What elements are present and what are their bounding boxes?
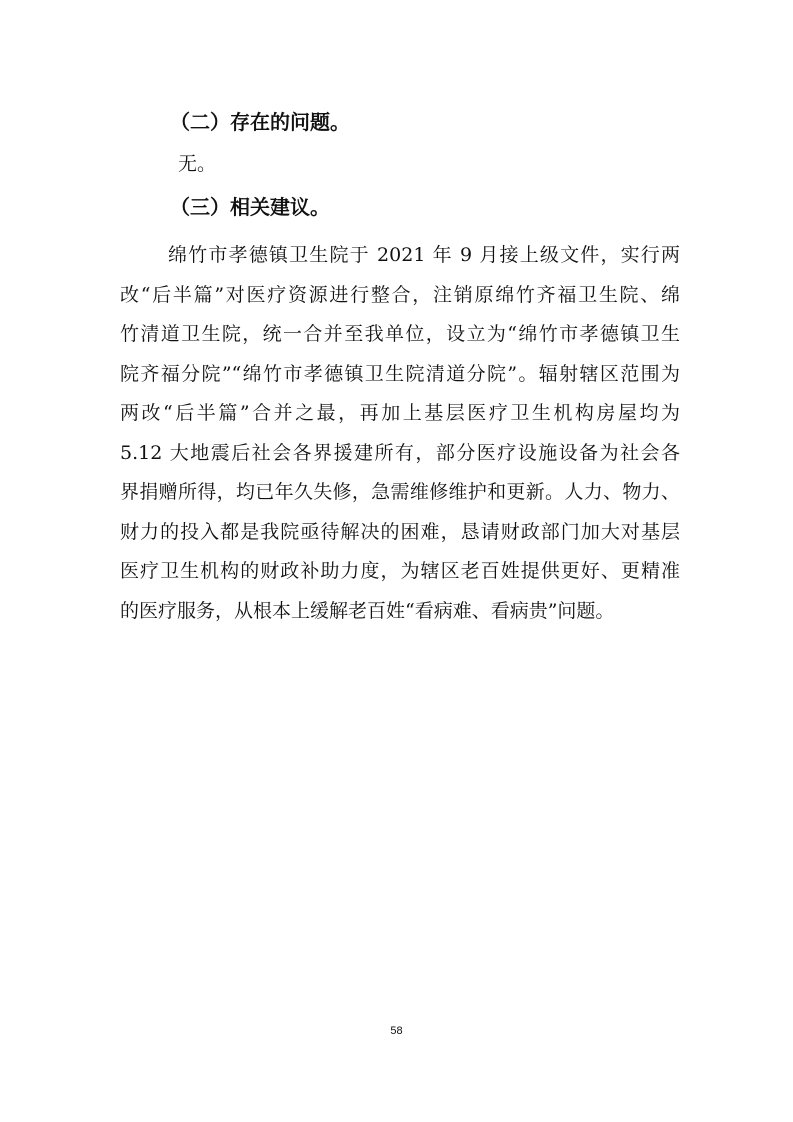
- paragraph-line: 5.12 大地震后社会各界援建所有，部分医疗设施设备为社会各: [120, 441, 680, 464]
- paragraph-line: 竹清道卫生院，统一合并至我单位，设立为“绵竹市孝德镇卫生: [120, 323, 680, 345]
- paragraph-line: 院齐福分院”“绵竹市孝德镇卫生院清道分院”。辐射辖区范围为: [120, 362, 680, 385]
- section-heading-suggestions: （三）相关建议。: [170, 195, 330, 219]
- paragraph-line: 两改“后半篇”合并之最，再加上基层医疗卫生机构房屋均为: [120, 402, 680, 424]
- paragraph-line: 财力的投入都是我院亟待解决的困难，恳请财政部门加大对基层: [120, 520, 680, 543]
- paragraph-line: 医疗卫生机构的财政补助力度，为辖区老百姓提供更好、更精准: [120, 560, 680, 582]
- section-heading-problems: （二）存在的问题。: [170, 110, 350, 134]
- paragraph-line: 改“后半篇”对医疗资源进行整合，注销原绵竹齐福卫生院、绵: [120, 283, 680, 306]
- paragraph-line: 界捐赠所得，均已年久失修，急需维修维护和更新。人力、物力、: [120, 481, 680, 503]
- page-number: 58: [390, 1025, 403, 1037]
- suggestions-paragraph: [120, 236, 680, 631]
- paragraph-line: 绵竹市孝德镇卫生院于 2021 年 9 月接上级文件，实行两: [168, 244, 680, 266]
- problems-text: 无。: [178, 153, 217, 175]
- paragraph-line: 的医疗服务，从根本上缓解老百姓“看病难、看病贵”问题。: [120, 599, 615, 622]
